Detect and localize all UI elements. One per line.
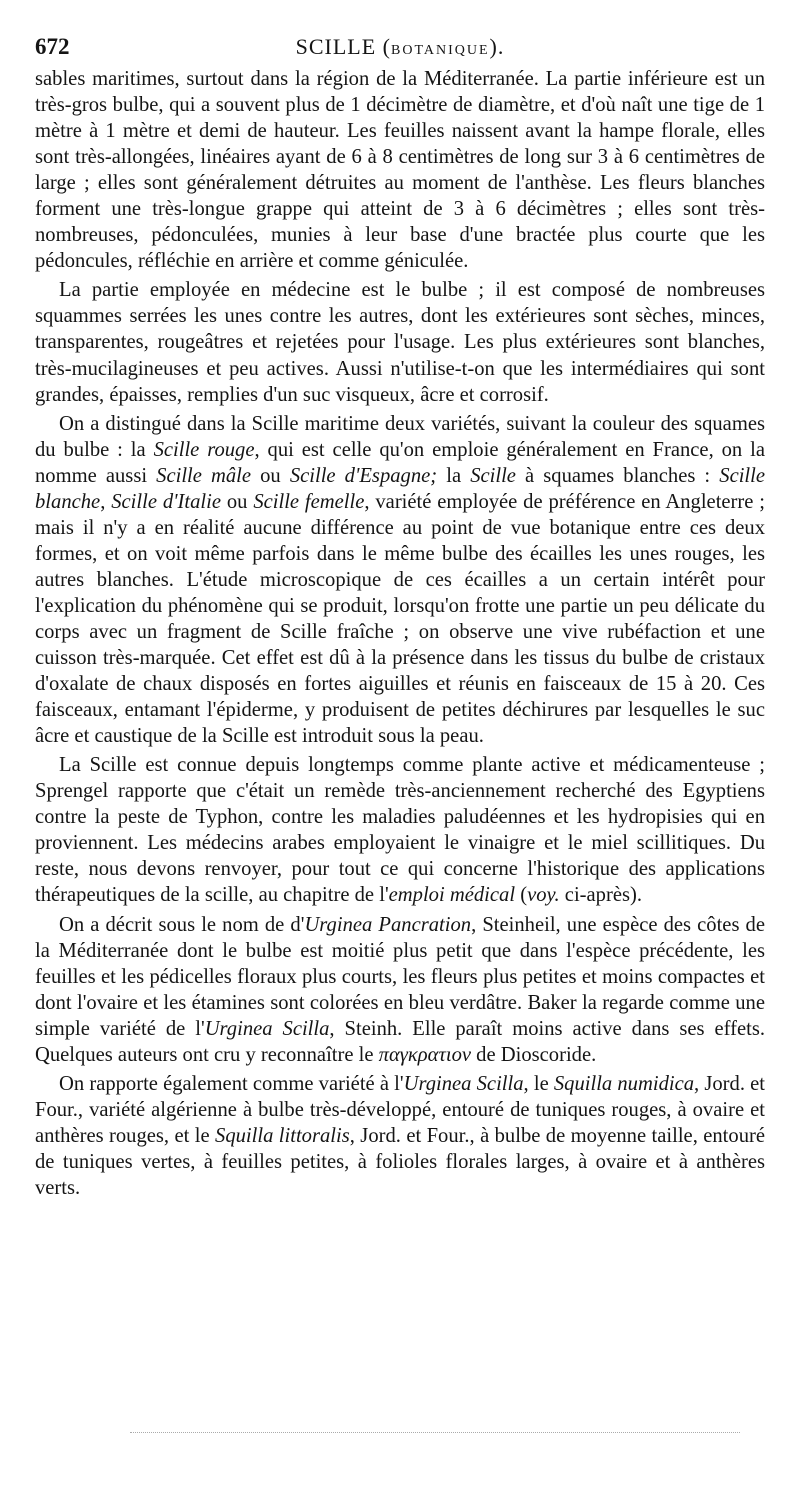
text-run: ( xyxy=(515,884,528,907)
text-run: , variété employée de préférence en Angleterre ; mais il n'y a en réalité aucune différence au point de vue botanique entre ces deux formes, et on voit même parfois dans le même bulbe des écailles les unes rouges, les autres blanches. L'étude microscopique de ces écailles a un certain intérêt pour l'explication du phénomène qui se produit, lorsqu'on frotte une partie un peu délicate du corps avec un fragment de Scille fraîche ; on observe une vive rubéfaction et une cuisson très-marquée. Cet effet est dû à la présence dans les tissus du bulbe de cristaux d'oxalate de chaux disposés en fortes aiguilles et réunis en faisceaux de 15 à 20. Ces faisceaux, entamant l'épiderme, y produisent de petites déchirures par lesquelles le suc âcre et caustique de la Scille est introduit sous la peau. xyxy=(35,490,765,748)
italic-run: Squilla littoralis xyxy=(215,1124,350,1147)
running-head xyxy=(35,34,765,60)
running-head-title: SCILLE ( xyxy=(295,34,391,59)
text-run: , Steinheil, une espèce des côtes de la Méditerranée dont le bulbe est moitié plus petit que dans l'espèce précédente, les feuilles et les pédicelles floraux plus courts, les fleurs plus petites et moins compactes et dont l'ovaire et les étamines sont colorées en bleu verdâtre. Baker la regarde comme une simple variété de l' xyxy=(35,913,765,1040)
paragraph xyxy=(35,411,765,750)
italic-run: Squilla numidica xyxy=(553,1072,695,1095)
italic-run: Scille blanche xyxy=(35,464,766,513)
text-run: , Steinh. Elle paraît moins active dans ses effets. Quelques auteurs ont cru y reconnaître le xyxy=(35,1017,765,1066)
italic-run: Urginea Pancration xyxy=(304,913,472,936)
footer-rule xyxy=(130,1432,740,1433)
book-page xyxy=(35,30,765,1201)
italic-run: emploi médical xyxy=(388,884,516,907)
text-run: La Scille est connue depuis longtemps comme plante active et médicamenteuse ; Sprengel rapporte que c'était un remède très-anciennement recherché des Egyptiens contre la peste de Typhon, contre les maladies paludéennes et les hydropisies qui en proviennent. Les médecins arabes employaient le vinaigre et le miel scillitiques. Du reste, nous devons renvoyer, pour tout ce qui concerne l'historique des applications thérapeutiques de la scille, au chapitre de l' xyxy=(35,754,765,907)
paragraph xyxy=(35,752,765,908)
italic-run: παγκρατιον xyxy=(378,1043,472,1066)
italic-run: Urginea Scilla xyxy=(204,1017,330,1040)
italic-run: Scille femelle xyxy=(253,490,365,513)
text-run: sables maritimes, surtout dans la région de la Méditerranée. La partie inférieure est un très-gros bulbe, qui a souvent plus de 1 décimètre de diamètre, et d'où naît une tige de 1 mètre à 1 mètre et demi de hauteur. Les feuilles naissent avant la hampe florale, elles sont très-allongées, linéaires ayant de 6 à 8 centimètres de long sur 3 à 6 centimètres de large ; elles sont généralement détruites au moment de l'anthèse. Les fleurs blanches forment une très-longue grappe qui atteint de 3 à 6 décimètres ; elles sont très-nombreuses, pédonculées, munies à leur base d'une bractée plus courte que les pédoncules, réfléchie en arrière et comme géniculée. xyxy=(35,68,765,273)
italic-run: Scille mâle xyxy=(156,464,252,487)
text-run: la xyxy=(437,464,471,487)
text-run: , Jord. et Four., à bulbe de moyenne taille, entouré de tuniques vertes, à feuilles petites, à folioles florales larges, à ovaire et à anthères verts. xyxy=(35,1124,766,1199)
text-run: , le xyxy=(523,1072,554,1095)
italic-run: voy. xyxy=(527,884,560,907)
running-head-subtitle: BOTANIQUE xyxy=(391,43,490,58)
paragraph xyxy=(35,277,765,407)
paragraph xyxy=(35,1071,765,1201)
page-header xyxy=(35,30,765,66)
text-run: La partie employée en médecine est le bulbe ; il est composé de nombreuses squammes serrées les unes contre les autres, dont les extérieures sont sèches, minces, transparentes, rougeâtres et rejetées pour l'usage. Les plus extérieures sont blanches, très-mucilagineuses et peu actives. Aussi n'utilise-t-on que les intermédiaires qui sont grandes, épaisses, remplies d'un suc visqueux, âcre et corrosif. xyxy=(35,279,765,406)
text-run: , xyxy=(100,490,112,513)
text-run: ou xyxy=(220,490,254,513)
italic-run: Scille xyxy=(470,464,516,487)
text-run: On rapporte également comme variété à l' xyxy=(59,1072,404,1095)
text-run: à squames blanches : xyxy=(515,464,720,487)
running-head-end: ). xyxy=(489,34,505,59)
text-run: de Dioscoride. xyxy=(471,1043,597,1066)
italic-run: Urginea Scilla xyxy=(403,1072,524,1095)
text-run: , Jord. et Four., variété algérienne à bulbe très-développé, entouré de tuniques rouges, à ovaire et anthères rouges, et le xyxy=(35,1072,765,1147)
italic-run: Scille d'Italie xyxy=(111,490,221,513)
paragraph xyxy=(35,66,765,274)
paragraph xyxy=(35,912,765,1068)
body-text xyxy=(35,66,765,1201)
text-run: On a distingué dans la Scille maritime deux variétés, suivant la couleur des squames du bulbe : la xyxy=(35,412,765,461)
text-run: ou xyxy=(251,464,290,487)
italic-run: Scille d'Espagne; xyxy=(289,464,438,487)
text-run: ci-après). xyxy=(559,884,642,907)
italic-run: Scille rouge xyxy=(153,438,255,461)
text-run: , qui est celle qu'on emploie généralement en France, on la nomme aussi xyxy=(35,438,765,487)
page-number: 672 xyxy=(35,34,70,59)
text-run: On a décrit sous le nom de d' xyxy=(59,913,305,936)
